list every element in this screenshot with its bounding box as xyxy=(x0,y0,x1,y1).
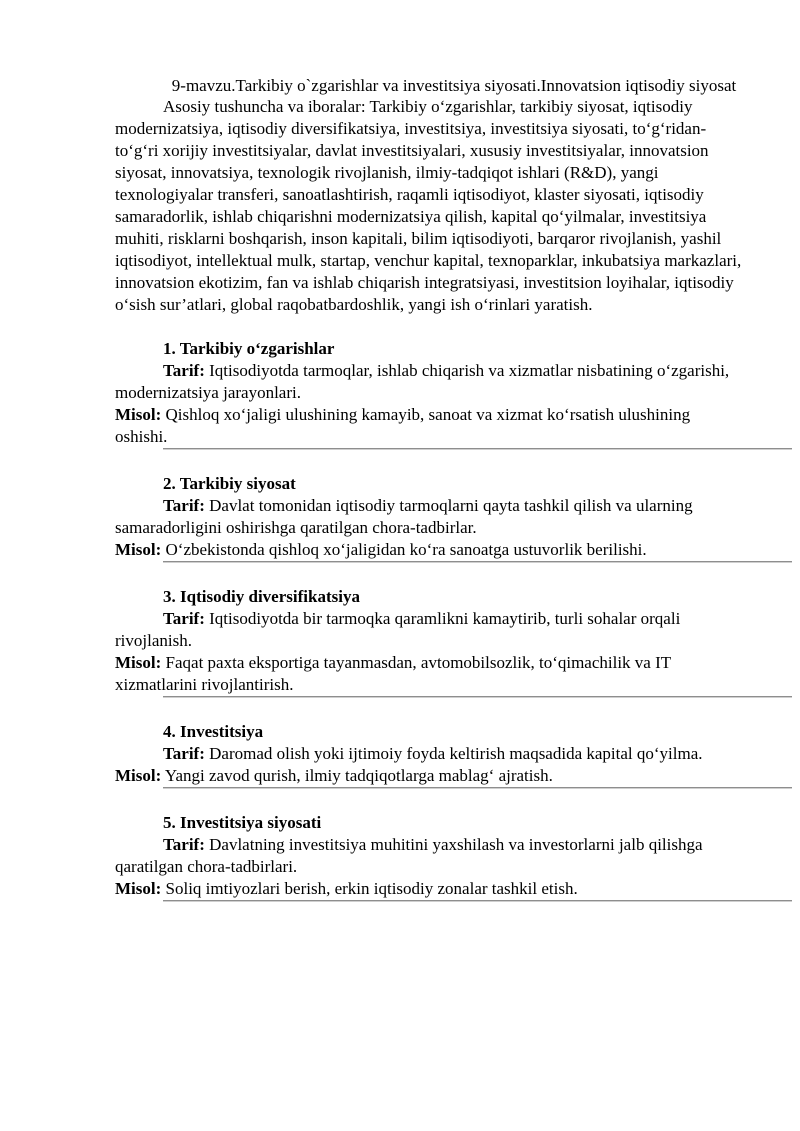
definition-text: Davlatning investitsiya muhitini yaxshilash va investorlarni jalb qilishga qaratilgan chora-tadbirlari. xyxy=(115,835,703,876)
document-page xyxy=(115,76,745,903)
example-paragraph xyxy=(115,539,745,564)
section-structural-policy xyxy=(115,473,745,564)
example-label: Misol: xyxy=(115,653,162,672)
intro-paragraph: Asosiy tushuncha va iboralar: Tarkibiy o‘zgarishlar, tarkibiy siyosat, iqtisodiy modernizatsiya, iqtisodiy diversifikatsiya, investitsiya, investitsiya siyosati, to‘g‘ridan-to‘g‘ri xorijiy investitsiyalar, davlat investitsiyalari, xususiy investitsiyalar, innovatsion siyosat, innovatsiya, texnologik rivojlanish, ilmiy-tadqiqot ishlari (R&D), yangi texnologiyalar transferi, sanoatlashtirish, raqamli iqtisodiyot, klaster siyosati, iqtisodiy samaradorlik, ishlab chiqarishni modernizatsiya qilish, kapital qo‘yilmalar, investitsiya muhiti, risklarni boshqarish, inson kapitali, bilim iqtisodiyoti, barqaror rivojlanish, yashil iqtisodiyot, intellektual mulk, startap, venchur kapital, texnoparklar, inkubatsiya markazlari, innovatsion ekotizim, fan va ishlab chiqarish integratsiyasi, investitsion loyihalar, iqtisodiy o‘sish sur’atlari, global raqobatbardoshlik, yangi ish o‘rinlari yaratish. xyxy=(115,97,742,314)
definition-text: Iqtisodiyotda tarmoqlar, ishlab chiqarish va xizmatlar nisbatining o‘zgarishi, modernizatsiya jarayonlari. xyxy=(115,361,730,402)
section-investment-policy xyxy=(115,812,745,903)
definition-paragraph xyxy=(115,743,745,765)
definition-text: Iqtisodiyotda bir tarmoqka qaramlikni kamaytirib, turli sohalar orqali rivojlanish. xyxy=(115,609,681,650)
section-divider xyxy=(163,561,792,563)
section-divider xyxy=(163,900,792,902)
section-heading: 4. Investitsiya xyxy=(163,722,264,741)
example-label: Misol: xyxy=(115,405,162,424)
definition-label: Tarif: xyxy=(163,744,205,763)
section-heading: 5. Investitsiya siyosati xyxy=(163,813,322,832)
definition-label: Tarif: xyxy=(163,496,205,515)
example-text: Faqat paxta eksportiga tayanmasdan, avtomobilsozlik, to‘qimachilik va IT xizmatlarini rivojlantirish. xyxy=(115,653,671,694)
section-heading: 2. Tarkibiy siyosat xyxy=(163,474,296,493)
example-text: Yangi zavod qurish, ilmiy tadqiqotlarga mablag‘ ajratish. xyxy=(164,766,553,785)
definition-paragraph xyxy=(115,360,745,404)
definition-label: Tarif: xyxy=(163,361,205,380)
example-paragraph xyxy=(115,765,745,790)
section-divider xyxy=(163,696,792,698)
section-investment xyxy=(115,721,745,790)
section-heading: 1. Tarkibiy o‘zgarishlar xyxy=(163,339,335,358)
section-diversification xyxy=(115,586,745,699)
definition-text: Davlat tomonidan iqtisodiy tarmoqlarni qayta tashkil qilish va ularning samaradorligini oshirishga qaratilgan chora-tadbirlar. xyxy=(115,496,693,537)
example-paragraph xyxy=(115,878,745,903)
document-title: 9-mavzu.Tarkibiy o`zgarishlar va investitsiya siyosati.Innovatsion iqtisodiy siyosat xyxy=(171,76,737,95)
section-divider xyxy=(163,448,792,450)
example-label: Misol: xyxy=(115,766,162,785)
definition-label: Tarif: xyxy=(163,835,205,854)
definition-text: Daromad olish yoki ijtimoiy foyda keltirish maqsadida kapital qo‘yilma. xyxy=(209,744,703,763)
example-text: O‘zbekistonda qishloq xo‘jaligidan ko‘ra sanoatga ustuvorlik berilishi. xyxy=(165,540,647,559)
example-label: Misol: xyxy=(115,879,162,898)
section-divider xyxy=(163,787,792,789)
example-text: Soliq imtiyozlari berish, erkin iqtisodiy zonalar tashkil etish. xyxy=(165,879,578,898)
definition-paragraph xyxy=(115,495,745,539)
example-text: Qishloq xo‘jaligi ulushining kamayib, sanoat va xizmat ko‘rsatish ulushining oshishi. xyxy=(115,405,691,446)
example-paragraph xyxy=(115,652,745,699)
definition-label: Tarif: xyxy=(163,609,205,628)
definition-paragraph xyxy=(115,608,745,652)
example-paragraph xyxy=(115,404,745,451)
example-label: Misol: xyxy=(115,540,162,559)
section-heading: 3. Iqtisodiy diversifikatsiya xyxy=(163,587,360,606)
definition-paragraph xyxy=(115,834,745,878)
section-structural-changes xyxy=(115,338,745,451)
